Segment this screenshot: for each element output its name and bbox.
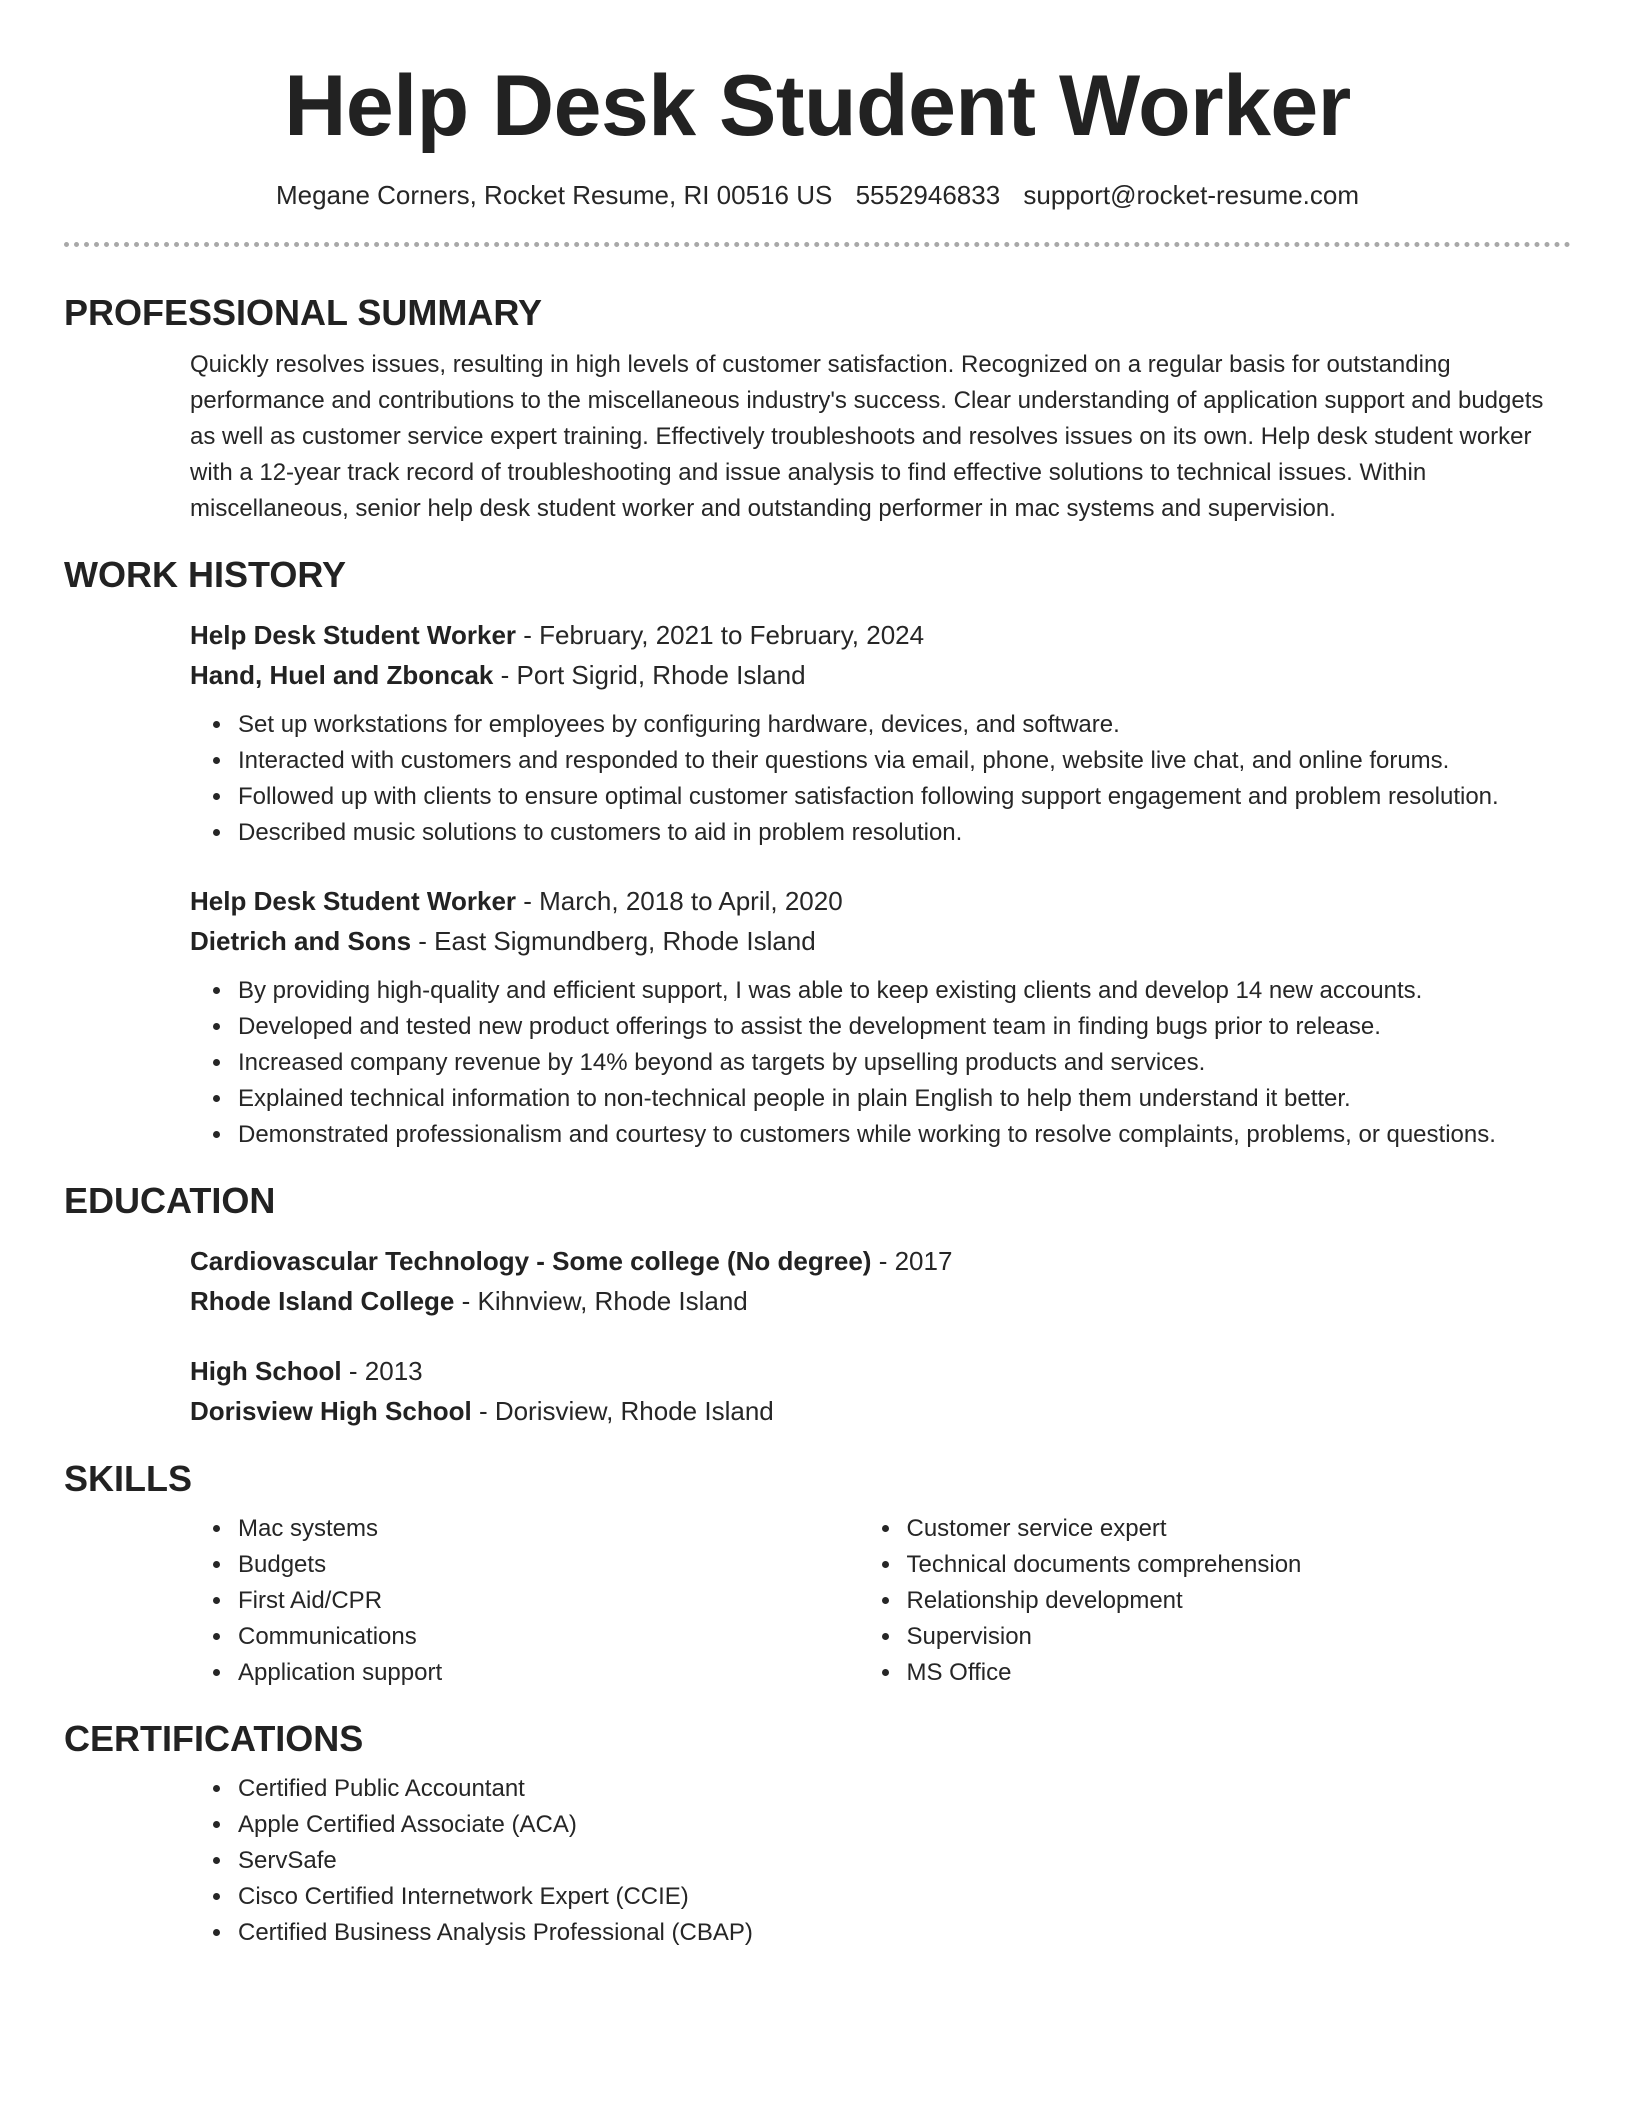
education-entry xyxy=(64,1351,1571,1431)
list-item: • Increased company revenue by 14% beyond as targets by upselling products and services. xyxy=(234,1045,1571,1081)
list-item: • Customer service expert xyxy=(903,1511,1572,1547)
list-item: • Communications xyxy=(234,1619,903,1655)
job-entry xyxy=(64,881,1571,1153)
job-role: Help Desk Student Worker xyxy=(190,886,517,916)
skills-section xyxy=(64,1457,1571,1691)
work-section xyxy=(64,553,1571,1153)
job-dates: - February, 2021 to February, 2024 xyxy=(516,620,925,650)
list-item: • Explained technical information to non-technical people in plain English to help them understand it better. xyxy=(234,1081,1571,1117)
job-title-line xyxy=(190,615,1571,655)
list-item: • Certified Business Analysis Professional (CBAP) xyxy=(234,1915,1571,1951)
list-item: • ServSafe xyxy=(234,1843,1571,1879)
list-item: • Set up workstations for employees by configuring hardware, devices, and software. xyxy=(234,707,1571,743)
job-bullets xyxy=(234,707,1571,851)
education-degree-line xyxy=(190,1351,1571,1391)
list-item: • Application support xyxy=(234,1655,903,1691)
skills-right-column xyxy=(903,1511,1572,1691)
job-company: Hand, Huel and Zboncak xyxy=(190,660,494,690)
list-item: • Mac systems xyxy=(234,1511,903,1547)
candidate-name: Help Desk Student Worker xyxy=(284,58,1351,154)
list-item: • Demonstrated professionalism and courtesy to customers while working to resolve complaints, problems, or questions. xyxy=(234,1117,1571,1153)
list-item: • MS Office xyxy=(903,1655,1572,1691)
job-company-line xyxy=(190,921,1571,961)
list-item: • Developed and tested new product offerings to assist the development team in finding bugs prior to release. xyxy=(234,1009,1571,1045)
list-item: • Technical documents comprehension xyxy=(903,1547,1572,1583)
list-item: • Interacted with customers and responded to their questions via email, phone, website live chat, and online forums. xyxy=(234,743,1571,779)
job-company: Dietrich and Sons xyxy=(190,926,412,956)
education-entry xyxy=(64,1241,1571,1321)
education-location: - Kihnview, Rhode Island xyxy=(454,1286,748,1316)
education-school-line xyxy=(190,1281,1571,1321)
summary-title: PROFESSIONAL SUMMARY xyxy=(64,292,543,333)
summary-section xyxy=(64,291,1571,527)
job-location: - Port Sigrid, Rhode Island xyxy=(493,660,806,690)
education-year: - 2013 xyxy=(341,1356,423,1386)
contact-line xyxy=(64,178,1571,212)
summary-text: Quickly resolves issues, resulting in high levels of customer satisfaction. Recognized on a regular basis for outstanding performance and contributions to the miscellaneous industry's success. Clear understanding of application support and budgets as well as customer service expert training. Effectively troubleshoots and resolves issues on its own. Help desk student worker with a 12-year track record of troubleshooting and issue analysis to find effective solutions to technical issues. Within miscellaneous, senior help desk student worker and outstanding performer in mac systems and supervision. xyxy=(190,351,1544,522)
education-section xyxy=(64,1179,1571,1431)
contact-email: support@rocket-resume.com xyxy=(1023,180,1360,210)
contact-address: Megane Corners, Rocket Resume, RI 00516 US xyxy=(275,180,833,210)
header-divider xyxy=(64,242,1571,247)
list-item: • Budgets xyxy=(234,1547,903,1583)
job-title-line xyxy=(190,881,1571,921)
education-degree: Cardiovascular Technology - Some college (No degree) xyxy=(190,1246,872,1276)
job-company-line xyxy=(190,655,1571,695)
list-item: • By providing high-quality and efficient support, I was able to keep existing clients and develop 14 new accounts. xyxy=(234,973,1571,1009)
education-degree: High School xyxy=(190,1356,342,1386)
education-title: EDUCATION xyxy=(64,1180,276,1221)
list-item: • Relationship development xyxy=(903,1583,1572,1619)
certifications-list xyxy=(234,1771,1571,1951)
contact-phone: 5552946833 xyxy=(855,180,1001,210)
skills-left-column xyxy=(234,1511,903,1691)
work-title: WORK HISTORY xyxy=(64,554,347,595)
list-item: • Certified Public Accountant xyxy=(234,1771,1571,1807)
resume-page xyxy=(64,0,1571,1951)
education-degree-line xyxy=(190,1241,1571,1281)
education-location: - Dorisview, Rhode Island xyxy=(471,1396,774,1426)
skills-grid xyxy=(234,1511,1571,1691)
education-year: - 2017 xyxy=(871,1246,953,1276)
job-bullets xyxy=(234,973,1571,1153)
certifications-section xyxy=(64,1717,1571,1951)
list-item: • Supervision xyxy=(903,1619,1572,1655)
education-school: Rhode Island College xyxy=(190,1286,455,1316)
list-item: • Described music solutions to customers to aid in problem resolution. xyxy=(234,815,1571,851)
job-role: Help Desk Student Worker xyxy=(190,620,517,650)
list-item: • Cisco Certified Internetwork Expert (CCIE) xyxy=(234,1879,1571,1915)
list-item: • First Aid/CPR xyxy=(234,1583,903,1619)
job-location: - East Sigmundberg, Rhode Island xyxy=(411,926,816,956)
certifications-title: CERTIFICATIONS xyxy=(64,1718,364,1759)
job-dates: - March, 2018 to April, 2020 xyxy=(516,886,843,916)
list-item: • Followed up with clients to ensure optimal customer satisfaction following support engagement and problem resolution. xyxy=(234,779,1571,815)
education-school-line xyxy=(190,1391,1571,1431)
job-entry xyxy=(64,615,1571,851)
education-school: Dorisview High School xyxy=(190,1396,472,1426)
list-item: • Apple Certified Associate (ACA) xyxy=(234,1807,1571,1843)
skills-title: SKILLS xyxy=(64,1458,193,1499)
